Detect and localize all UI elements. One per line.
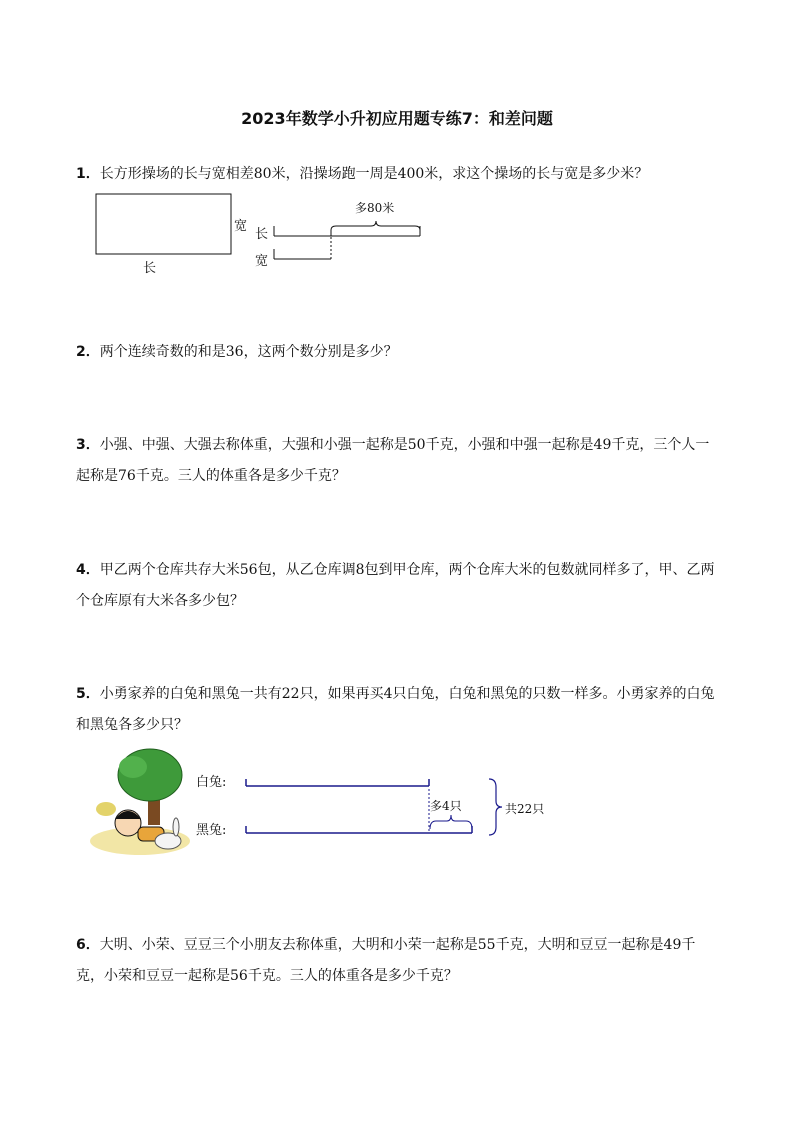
question-1: [76, 159, 716, 190]
line-width-label: 宽: [255, 254, 269, 269]
figure-5-diagram: [240, 775, 510, 840]
question-5: [76, 679, 716, 741]
line-length-label: 长: [255, 227, 269, 242]
extra-brace: [430, 815, 472, 829]
question-number: 5．: [76, 686, 100, 702]
question-number: 3．: [76, 437, 100, 453]
question-text: 小勇家养的白兔和黑兔一共有22只，如果再买4只白兔，白兔和黑兔的只数一样多。小勇家养的白兔和黑兔各多少只？: [76, 686, 715, 733]
question-number: 6．: [76, 937, 100, 953]
rect-width-label: 宽: [234, 219, 248, 234]
extra-four-label: 多4只: [430, 799, 462, 813]
brace-difference-label: 多80米: [355, 201, 395, 215]
question-number: 4．: [76, 562, 100, 578]
difference-brace: [331, 221, 420, 236]
child-tree-rabbit-illustration: [88, 745, 193, 860]
tree-leaves: [119, 756, 147, 778]
book-icon: [96, 802, 116, 816]
question-3: [76, 430, 716, 492]
question-number: 2．: [76, 344, 100, 360]
playground-rectangle: [96, 194, 231, 254]
question-text: 长方形操场的长与宽相差80米，沿操场跑一周是400米，求这个操场的长与宽是多少米？: [99, 166, 649, 182]
total-brace: [489, 779, 502, 835]
question-2: [76, 337, 716, 368]
question-number: 1．: [76, 166, 100, 182]
question-text: 小强、中强、大强去称体重，大强和小强一起称是50千克，小强和中强一起称是49千克，三个人一起称是76千克。三人的体重各是多少千克？: [76, 437, 710, 484]
rabbit-ear: [173, 818, 179, 836]
question-text: 大明、小荣、豆豆三个小朋友去称体重，大明和小荣一起称是55千克，大明和豆豆一起称是49千克，小荣和豆豆一起称是56千克。三人的体重各是多少千克？: [76, 937, 696, 984]
black-rabbit-label: 黑兔:: [196, 823, 227, 838]
child-hair: [115, 811, 141, 819]
total-label: 共22只: [505, 802, 545, 816]
question-text: 两个连续奇数的和是36，这两个数分别是多少？: [99, 344, 398, 360]
page-title: 2023年数学小升初应用题专练7：和差问题: [241, 109, 553, 128]
white-rabbit-label: 白兔:: [196, 775, 227, 790]
question-text: 甲乙两个仓库共存大米56包，从乙仓库调8包到甲仓库，两个仓库大米的包数就同样多了，甲、乙两个仓库原有大米各多少包？: [76, 562, 715, 609]
question-4: [76, 555, 716, 617]
rect-length-label: 长: [143, 261, 157, 276]
question-6: [76, 930, 716, 992]
